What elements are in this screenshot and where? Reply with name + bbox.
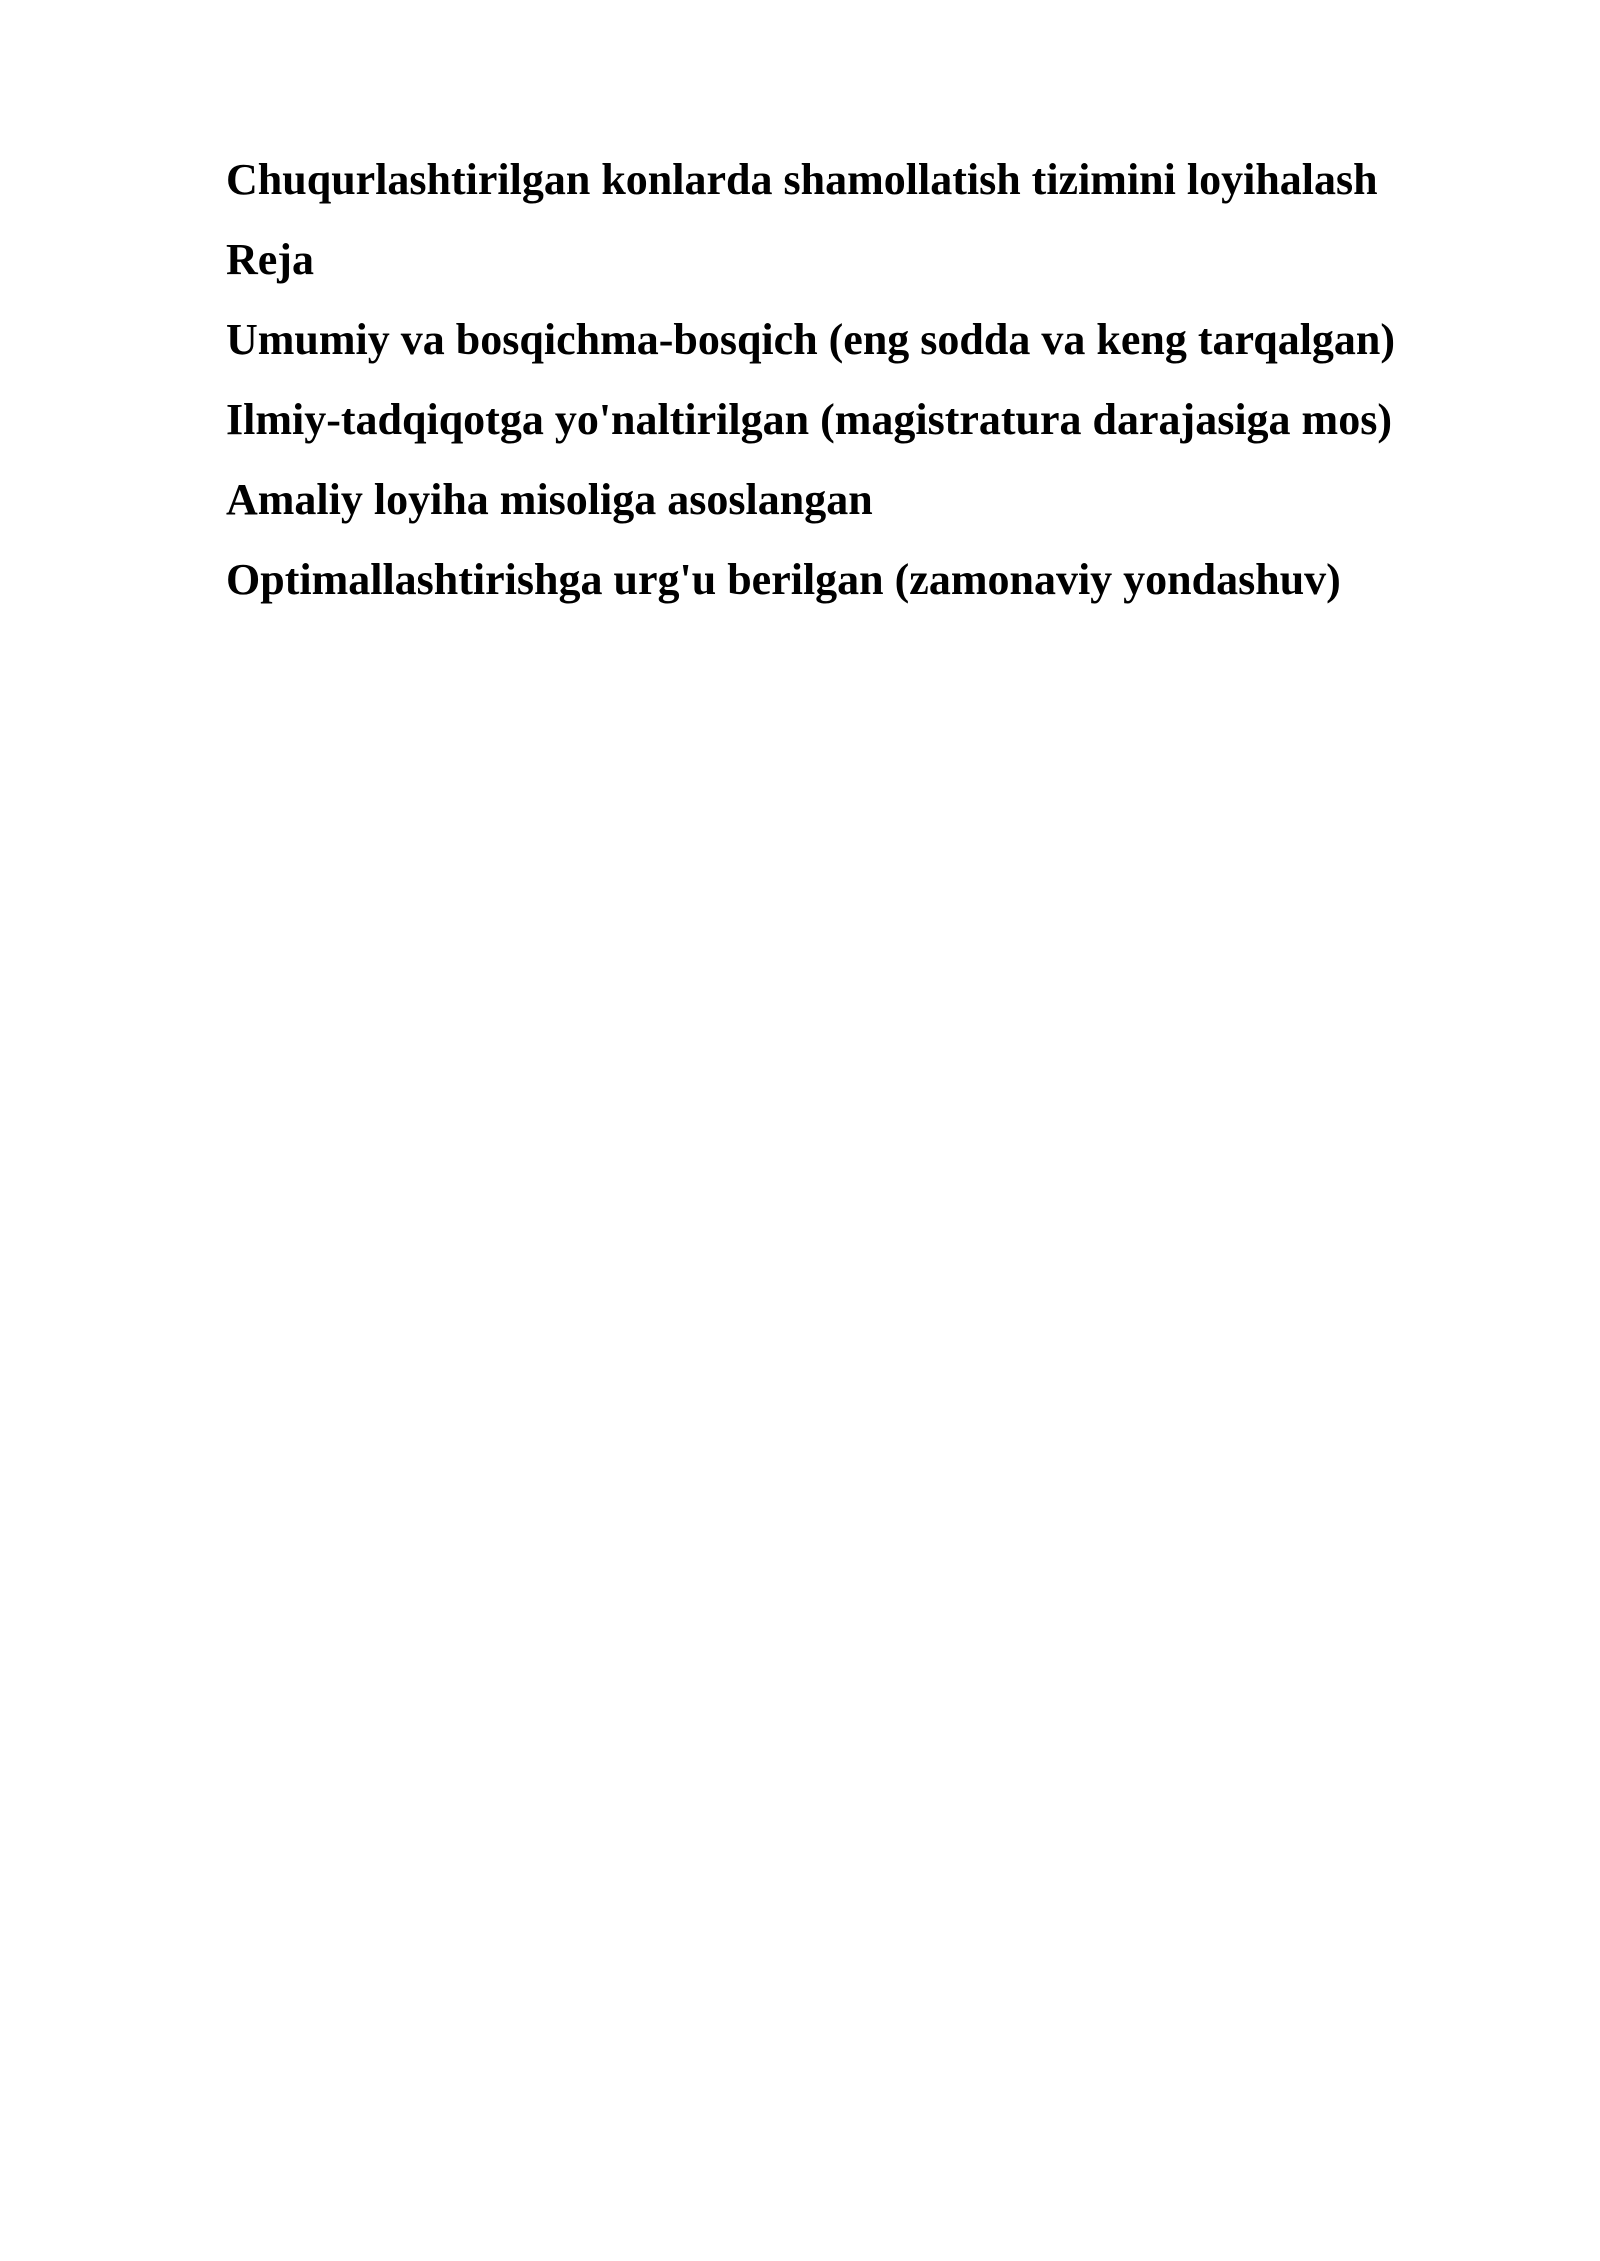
plan-item: Ilmiy-tadqiqotga yo'naltirilgan (magistratura darajasiga mos) (226, 395, 1392, 444)
plan-item: Optimallashtirishga urg'u berilgan (zamonaviy yondashuv) (226, 555, 1341, 604)
document-title: Chuqurlashtirilgan konlarda shamollatish tizimini loyihalash (226, 155, 1378, 204)
plan-item: Umumiy va bosqichma-bosqich (eng sodda va keng tarqalgan) (226, 315, 1396, 364)
plan-heading: Reja (226, 235, 314, 284)
plan-item: Amaliy loyiha misoliga asoslangan (226, 475, 873, 524)
document-body (226, 150, 1476, 630)
